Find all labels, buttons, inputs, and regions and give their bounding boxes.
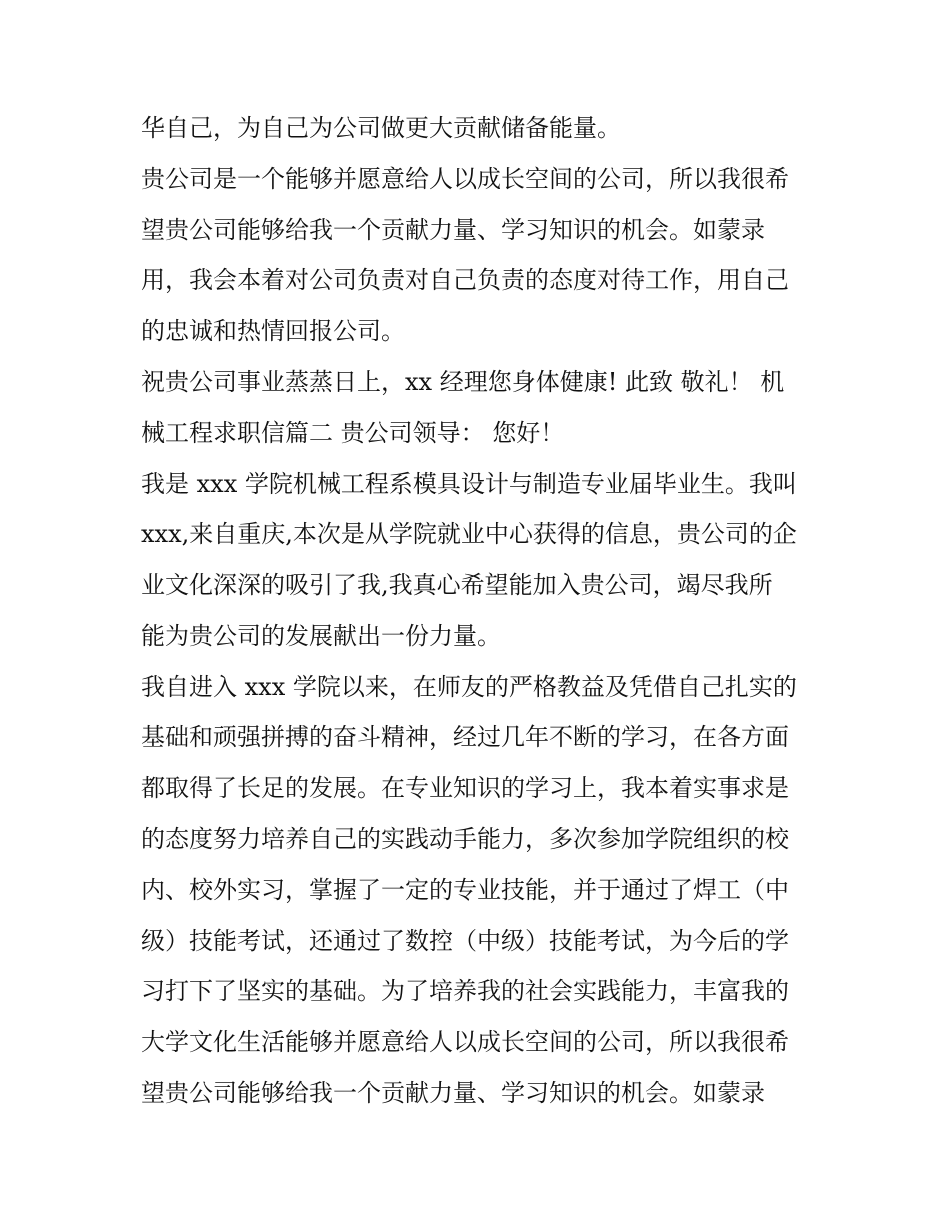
text-line: 望贵公司能够给我一个贡献力量、学习知识的机会。如蒙录	[141, 216, 765, 244]
text-line: 贵公司是一个能够并愿意给人以成长空间的公司，所以我很希	[141, 165, 789, 193]
text-line: 望贵公司能够给我一个贡献力量、学习知识的机会。如蒙录	[141, 1079, 765, 1107]
text-line: 械工程求职信篇二 贵公司领导： 您好！	[141, 419, 565, 447]
text-line: 内、校外实习，掌握了一定的专业技能，并于通过了焊工（中	[141, 876, 789, 904]
text-line: 级）技能考试，还通过了数控（中级）技能考试，为今后的学	[141, 927, 789, 955]
text-line: 祝贵公司事业蒸蒸日上，xx 经理您身体健康! 此致 敬礼！ 机	[141, 368, 785, 396]
text-line: 业文化深深的吸引了我,我真心希望能加入贵公司，竭尽我所	[141, 571, 773, 599]
text-line: 华自己，为自己为公司做更大贡献储备能量。	[141, 114, 621, 142]
text-line: 基础和顽强拼搏的奋斗精神，经过几年不断的学习，在各方面	[141, 723, 789, 751]
text-line: 能为贵公司的发展献出一份力量。	[141, 622, 501, 650]
text-line: 我是 xxx 学院机械工程系模具设计与制造专业届毕业生。我叫	[141, 470, 797, 498]
text-line: 用，我会本着对公司负责对自己负责的态度对待工作，用自己	[141, 266, 789, 294]
text-line: 都取得了长足的发展。在专业知识的学习上，我本着实事求是	[141, 774, 789, 802]
text-line: xxx,来自重庆,本次是从学院就业中心获得的信息，贵公司的企	[141, 520, 797, 548]
text-line: 我自进入 xxx 学院以来，在师友的严格教益及凭借自己扎实的	[141, 673, 797, 701]
text-line: 习打下了坚实的基础。为了培养我的社会实践能力，丰富我的	[141, 977, 789, 1005]
text-line: 的忠诚和热情回报公司。	[141, 317, 405, 345]
text-line: 的态度努力培养自己的实践动手能力，多次参加学院组织的校	[141, 825, 789, 853]
text-line: 大学文化生活能够并愿意给人以成长空间的公司，所以我很希	[141, 1028, 789, 1056]
